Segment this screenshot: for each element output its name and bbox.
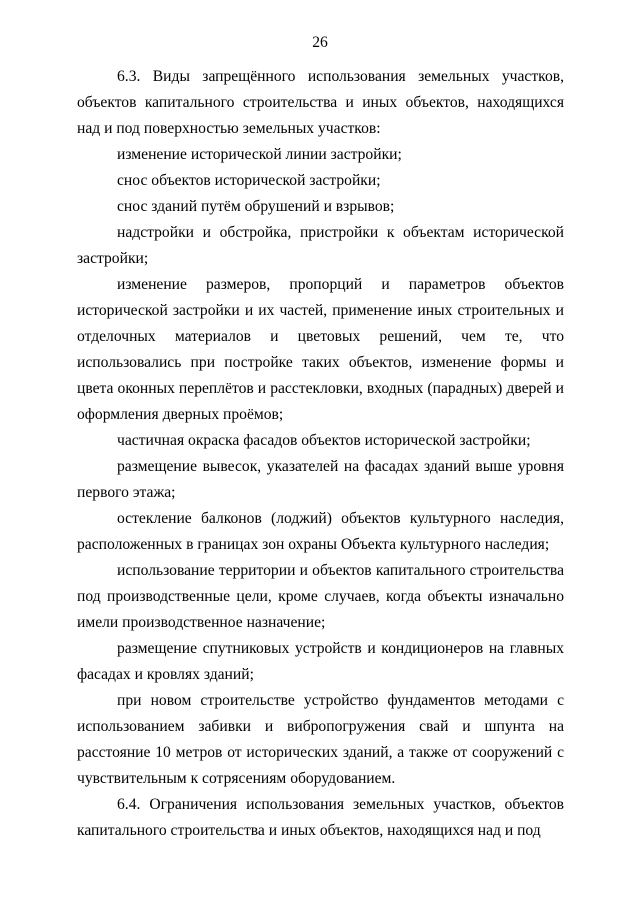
page-number: 26 — [312, 34, 328, 51]
list-item-industrial-use: использование территории и объектов капитального строительства под производственные цели, кроме случаев, когда объекты изначально имели производственное назначение; — [77, 562, 564, 631]
paragraph-6-4-heading: 6.4. Ограничения использования земельных участков, объектов капитального строительства и иных объектов, находящихся над и под — [77, 796, 564, 839]
list-item-demolition-explosions: снос зданий путём обрушений и взрывов; — [117, 198, 395, 215]
paragraph-6-3-heading: 6.3. Виды запрещённого использования земельных участков, объектов капитального строительства и иных объектов, находящихся над и под поверхностью земельных участков: — [77, 68, 564, 137]
list-item-superstructures: надстройки и обстройка, пристройки к объектам исторической застройки; — [77, 224, 564, 267]
list-item-signage: размещение вывесок, указателей на фасадах зданий выше уровня первого этажа; — [77, 458, 564, 501]
document-body — [77, 64, 564, 844]
list-item-balcony-glazing: остекление балконов (лоджий) объектов культурного наследия, расположенных в границах зон охраны Объекта культурного наследия; — [77, 510, 564, 553]
list-item-demolition-historical: снос объектов исторической застройки; — [117, 172, 381, 189]
list-item-partial-painting: частичная окраска фасадов объектов исторической застройки; — [117, 432, 531, 449]
list-item-satellite-devices: размещение спутниковых устройств и кондиционеров на главных фасадах и кровлях зданий; — [77, 640, 564, 683]
list-item-historical-line: изменение исторической линии застройки; — [117, 146, 402, 163]
list-item-dimension-changes: изменение размеров, пропорций и параметров объектов исторической застройки и их частей, применение иных строительных и отделочных материалов и цветовых решений, чем те, что использовались при постройке таких объектов, изменение формы и цвета оконных переплётов и расстекловки, входных (парадных) дверей и оформления дверных проёмов; — [77, 276, 564, 423]
list-item-foundations: при новом строительстве устройство фундаментов методами с использованием забивки и вибропогружения свай и шпунта на расстояние 10 метров от исторических зданий, а также от сооружений с чувствительным к сотрясениям оборудованием. — [77, 692, 564, 787]
